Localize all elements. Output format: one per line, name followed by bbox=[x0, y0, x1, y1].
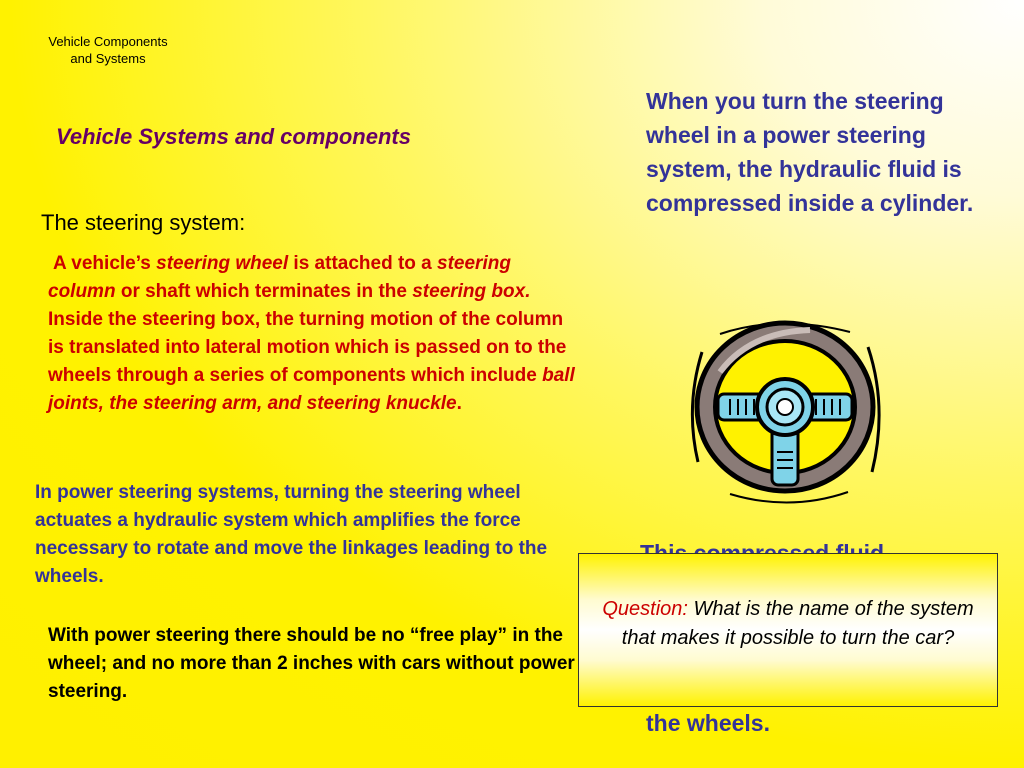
power-steering-paragraph: In power steering systems, turning the steering wheel actuates a hydraulic system which amplifies the force necessary to rotate and move the linkages leading to the wheels. bbox=[35, 482, 548, 587]
term-steering-column: steering column bbox=[48, 253, 511, 302]
term-components: ball joints, the steering arm, and steering knuckle bbox=[48, 365, 575, 414]
question-box bbox=[578, 553, 998, 707]
text-run: Inside the steering box, the turning motion of the column is translated into lateral motion which is passed on to the wheels through a series of components which include bbox=[48, 309, 567, 386]
steering-description-paragraph bbox=[48, 250, 578, 418]
question-text: What is the name of the system that makes it possible to turn the car? bbox=[621, 598, 974, 649]
corner-title-line2: and Systems bbox=[70, 51, 146, 66]
term-steering-box: steering box. bbox=[412, 281, 531, 302]
corner-title bbox=[20, 33, 196, 67]
slide-title: Vehicle Systems and components bbox=[56, 124, 411, 149]
question-content bbox=[579, 595, 997, 653]
free-play-paragraph: With power steering there should be no “free play” in the wheel; and no more than 2 inches with cars without power steering. bbox=[48, 625, 575, 702]
text-run: A vehicle’s bbox=[53, 253, 157, 274]
section-heading: The steering system: bbox=[41, 210, 246, 235]
text-run: . bbox=[456, 393, 462, 414]
hydraulic-text: When you turn the steering wheel in a power steering system, the hydraulic fluid is compressed inside a cylinder. bbox=[646, 88, 974, 216]
term-steering-wheel: steering wheel bbox=[156, 253, 289, 274]
steering-wheel-icon bbox=[680, 312, 890, 512]
wheels-text: the wheels. bbox=[646, 710, 770, 736]
text-run: or shaft which terminates in the bbox=[115, 281, 413, 302]
text-run: is attached to a bbox=[288, 253, 438, 274]
question-label: Question: bbox=[602, 598, 688, 620]
corner-title-line1: Vehicle Components bbox=[48, 34, 168, 49]
